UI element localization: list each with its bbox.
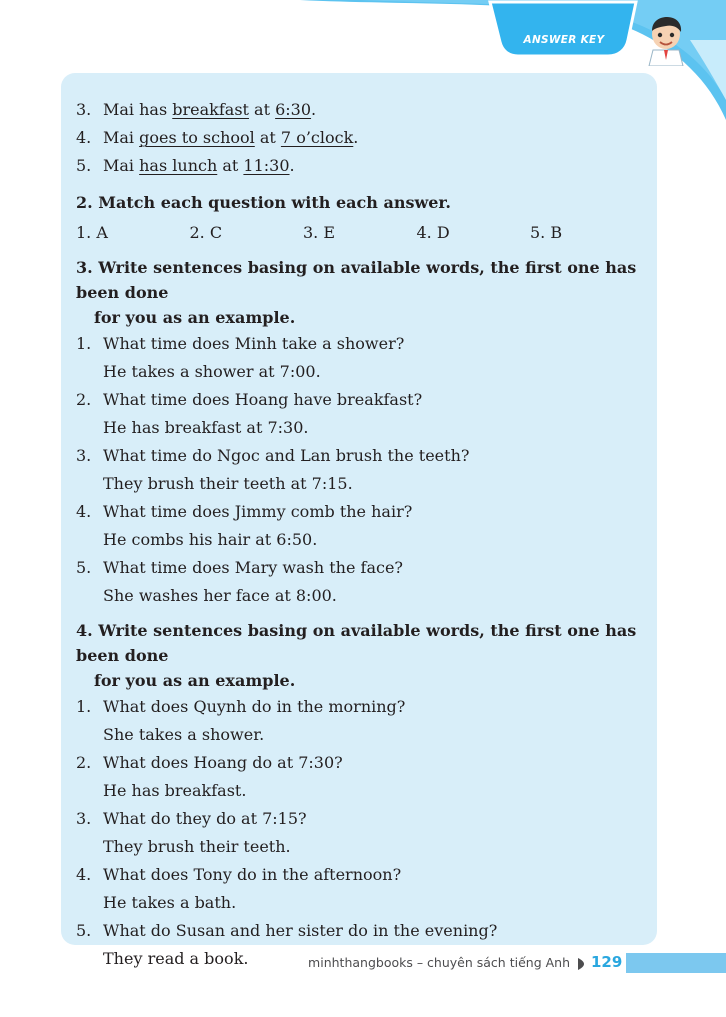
section-4-heading: 4. Write sentences basing on available words, the first one has been done for you as an example. — [76, 621, 637, 690]
list-item: 1. What time does Minh take a shower? — [76, 334, 405, 353]
answer-item: 2. C — [189, 223, 223, 242]
answer-line: He combs his hair at 6:50. — [103, 530, 318, 549]
answer-line: He has breakfast at 7:30. — [103, 418, 309, 437]
list-item: 4. What does Tony do in the afternoon? — [76, 865, 402, 884]
page-marker-icon — [578, 958, 584, 970]
list-item: 1. What does Quynh do in the morning? — [76, 697, 406, 716]
list-item: 5. What do Susan and her sister do in the evening? — [76, 921, 498, 940]
answer-line: She washes her face at 8:00. — [103, 586, 337, 605]
answer-item: 3. E — [303, 223, 336, 242]
section-2-answers — [76, 219, 651, 247]
answer-line: They read a book. — [103, 949, 249, 968]
list-item: 2. What does Hoang do at 7:30? — [76, 753, 343, 772]
answer-item: 5. B — [530, 223, 563, 242]
answer-line: She takes a shower. — [103, 725, 265, 744]
answer-item: 1. A — [76, 223, 108, 242]
section-3-heading: 3. Write sentences basing on available words, the first one has been done for you as an example. — [76, 258, 637, 327]
answer-content — [76, 96, 651, 973]
list-item: 3. What time do Ngoc and Lan brush the teeth? — [76, 446, 470, 465]
page-footer — [0, 952, 726, 976]
footer-bar-decoration — [626, 953, 726, 973]
page-number: 129 — [591, 953, 623, 971]
answer-line: They brush their teeth. — [103, 837, 291, 856]
answer-line: He takes a shower at 7:00. — [103, 362, 321, 381]
answer-key-label: ANSWER KEY — [523, 34, 605, 46]
answer-item: 4. D — [416, 223, 450, 242]
answer-line: They brush their teeth at 7:15. — [103, 474, 353, 493]
list-item: 2. What time does Hoang have breakfast? — [76, 390, 423, 409]
answer-key-tab — [488, 0, 638, 62]
list-item: 3. What do they do at 7:15? — [76, 809, 307, 828]
list-item: 3. Mai has breakfast at 6:30. — [76, 100, 317, 119]
student-mascot-icon — [645, 16, 687, 66]
list-item: 4. What time does Jimmy comb the hair? — [76, 502, 413, 521]
list-item: 5. Mai has lunch at 11:30. — [76, 156, 295, 175]
answer-line: He has breakfast. — [103, 781, 247, 800]
answer-line: He takes a bath. — [103, 893, 237, 912]
list-item: 4. Mai goes to school at 7 o’clock. — [76, 128, 359, 147]
publisher-text: minhthangbooks – chuyên sách tiếng Anh — [308, 955, 570, 970]
section-2-heading: 2. Match each question with each answer. — [76, 193, 451, 212]
list-item: 5. What time does Mary wash the face? — [76, 558, 404, 577]
